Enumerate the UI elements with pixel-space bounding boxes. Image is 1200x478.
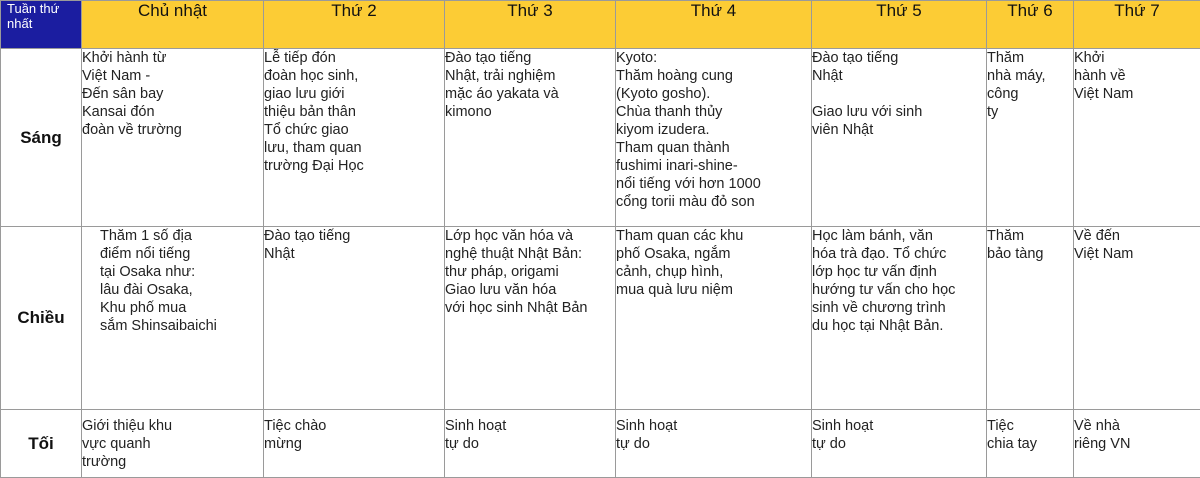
- cell-evening-sunday: Giới thiệu khu vực quanh trường: [82, 410, 264, 478]
- cell-afternoon-saturday: Về đến Việt Nam: [1074, 227, 1200, 410]
- cell-evening-monday: Tiệc chào mừng: [264, 410, 445, 478]
- cell-morning-friday: Thăm nhà máy, công ty: [987, 49, 1074, 227]
- cell-morning-saturday: Khởi hành về Việt Nam: [1074, 49, 1200, 227]
- cell-morning-monday: Lễ tiếp đón đoàn học sinh, giao lưu giới thiệu bản thân Tổ chức giao lưu, tham quan trường Đại Học: [264, 49, 445, 227]
- header-row: [1, 1, 1200, 49]
- table-row-evening: [1, 410, 1200, 478]
- cell-morning-tuesday: Đào tạo tiếng Nhật, trải nghiệm mặc áo yakata và kimono: [445, 49, 616, 227]
- cell-afternoon-thursday: Học làm bánh, văn hóa trà đạo. Tổ chức lớp học tư vấn định hướng tư vấn cho học sinh về chương trình du học tại Nhật Bản.: [812, 227, 987, 410]
- period-label-morning: Sáng: [1, 49, 82, 227]
- cell-evening-thursday: Sinh hoạt tự do: [812, 410, 987, 478]
- cell-afternoon-monday: Đào tạo tiếng Nhật: [264, 227, 445, 410]
- cell-afternoon-wednesday: Tham quan các khu phố Osaka, ngắm cảnh, chụp hình, mua quà lưu niệm: [616, 227, 812, 410]
- cell-evening-wednesday: Sinh hoạt tự do: [616, 410, 812, 478]
- day-header-tuesday: Thứ 3: [445, 1, 616, 49]
- period-label-afternoon: Chiều: [1, 227, 82, 410]
- week-label: Tuần thứ nhất: [1, 1, 82, 49]
- day-header-monday: Thứ 2: [264, 1, 445, 49]
- cell-afternoon-sunday: Thăm 1 số địa điểm nổi tiếng tại Osaka như: lâu đài Osaka, Khu phố mua sắm Shinsaibaichi: [82, 227, 264, 410]
- cell-morning-wednesday: Kyoto: Thăm hoàng cung (Kyoto gosho). Chùa thanh thủy kiyom izudera. Tham quan thành fushimi inari-shine- nổi tiếng với hơn 1000 cổng torii màu đỏ son: [616, 49, 812, 227]
- day-header-sunday: Chủ nhật: [82, 1, 264, 49]
- table-row-afternoon: [1, 227, 1200, 410]
- cell-afternoon-tuesday: Lớp học văn hóa và nghệ thuật Nhật Bản: thư pháp, origami Giao lưu văn hóa với học sinh Nhật Bản: [445, 227, 616, 410]
- period-label-evening: Tối: [1, 410, 82, 478]
- cell-evening-friday: Tiệc chia tay: [987, 410, 1074, 478]
- cell-morning-sunday: Khởi hành từ Việt Nam - Đến sân bay Kansai đón đoàn về trường: [82, 49, 264, 227]
- day-header-saturday: Thứ 7: [1074, 1, 1200, 49]
- cell-evening-saturday: Về nhà riêng VN: [1074, 410, 1200, 478]
- cell-afternoon-friday: Thăm bảo tàng: [987, 227, 1074, 410]
- table-row-morning: [1, 49, 1200, 227]
- day-header-friday: Thứ 6: [987, 1, 1074, 49]
- day-header-thursday: Thứ 5: [812, 1, 987, 49]
- cell-evening-tuesday: Sinh hoạt tự do: [445, 410, 616, 478]
- day-header-wednesday: Thứ 4: [616, 1, 812, 49]
- cell-morning-thursday: Đào tạo tiếng Nhật Giao lưu với sinh viên Nhật: [812, 49, 987, 227]
